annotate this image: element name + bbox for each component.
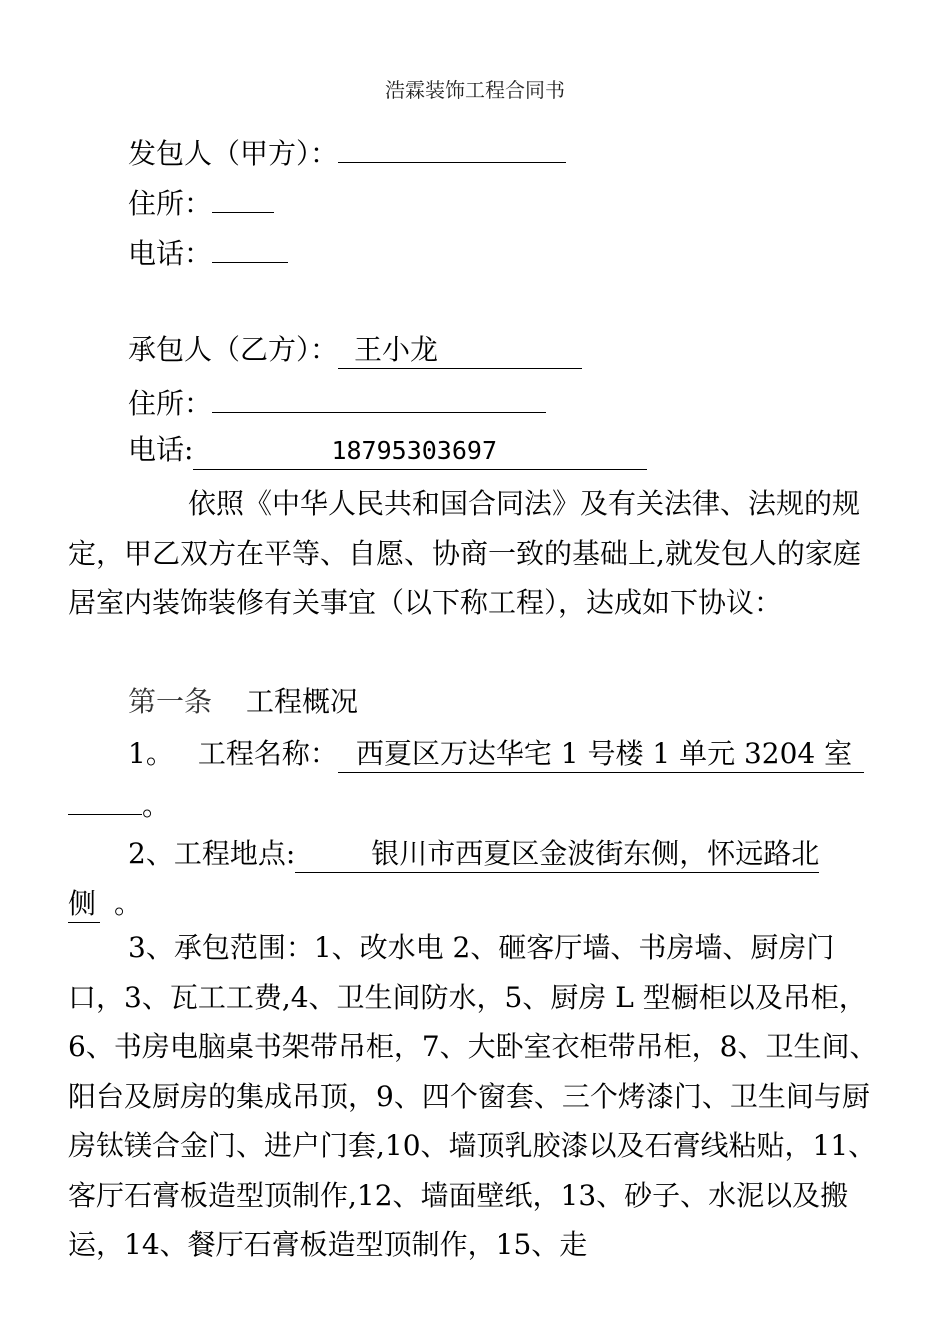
intro-text: 依照《中华人民共和国合同法》及有关法律、法规的规定，甲乙双方在平等、自愿、协商一致的基础上,就发包人的家庭居室内装饰装修有关事宜（以下称工程），达成如下协议： bbox=[68, 487, 861, 619]
party-b-phone-label: 电话: bbox=[128, 433, 194, 466]
article-1-label: 第一条 bbox=[128, 685, 213, 718]
item-2-end: 。 bbox=[114, 887, 143, 920]
item-2-continuation bbox=[68, 882, 142, 923]
party-a-line bbox=[128, 132, 566, 172]
item-2-value-line1: 银川市西夏区金波街东侧，怀远路北 bbox=[371, 837, 820, 870]
item-3-text: 3、承包范围：1、改水电 2、砸客厅墙、书房墙、厨房门口，3、瓦工工费,4、卫生间防水，5、厨房 L 型橱柜以及吊柜，6、书房电脑桌书架带吊柜，7、大卧室衣柜带吊柜，8、卫生间、阳台及厨房的集成吊顶，9、四个窗套、三个烤漆门、卫生间与厨房钛镁合金门、进户门套,10、墙顶乳胶漆以及石膏线粘贴，11、客厅石膏板造型顶制作,12、墙面壁纸，13、砂子、水泥以及搬运，14、餐厅石膏板造型顶制作，15、走 bbox=[68, 931, 878, 1261]
party-a-address-label: 住所： bbox=[128, 187, 213, 220]
item-1-end: 。 bbox=[142, 789, 171, 822]
party-a-address-blank bbox=[212, 182, 274, 213]
item-2-line bbox=[128, 832, 819, 873]
party-a-blank bbox=[338, 132, 566, 163]
item-2-value-line2-field bbox=[68, 882, 100, 923]
party-a-label: 发包人（甲方）： bbox=[128, 137, 339, 170]
party-b-phone: 18795303697 bbox=[331, 436, 498, 465]
party-b-address-label: 住所： bbox=[128, 387, 213, 420]
party-b-phone-field bbox=[193, 433, 647, 470]
party-b-label: 承包人（乙方）： bbox=[128, 333, 339, 366]
item-1-line bbox=[128, 732, 864, 773]
party-b-address-line bbox=[128, 382, 546, 422]
document-title: 浩霖装饰工程合同书 bbox=[385, 78, 565, 102]
item-1-blank bbox=[68, 786, 142, 815]
party-a-address-line bbox=[128, 182, 274, 222]
party-b-phone-line bbox=[128, 432, 647, 470]
article-1-title: 工程概况 bbox=[246, 685, 359, 718]
item-1-number: 1。 bbox=[128, 737, 174, 770]
item-1-label: 工程名称： bbox=[197, 737, 338, 770]
party-b-line bbox=[128, 332, 582, 369]
party-b-name-field bbox=[338, 332, 582, 369]
item-2-prefix: 2、工程地点: bbox=[128, 837, 296, 870]
item-1-continuation bbox=[68, 784, 170, 824]
party-a-phone-blank bbox=[212, 232, 288, 263]
item-2-value-field bbox=[295, 832, 819, 873]
party-b-address-blank bbox=[212, 382, 546, 413]
item-1-value-field bbox=[338, 732, 864, 773]
item-2-value-line2: 侧 bbox=[68, 887, 97, 920]
item-1-value: 西夏区万达华宅 1 号楼 1 单元 3204 室 bbox=[355, 737, 853, 770]
party-a-phone-line bbox=[128, 232, 288, 272]
party-b-name: 王小龙 bbox=[354, 333, 439, 366]
intro-paragraph bbox=[68, 479, 888, 628]
party-a-phone-label: 电话： bbox=[128, 237, 213, 270]
item-3-paragraph bbox=[68, 923, 888, 1270]
article-1-heading bbox=[128, 680, 358, 720]
